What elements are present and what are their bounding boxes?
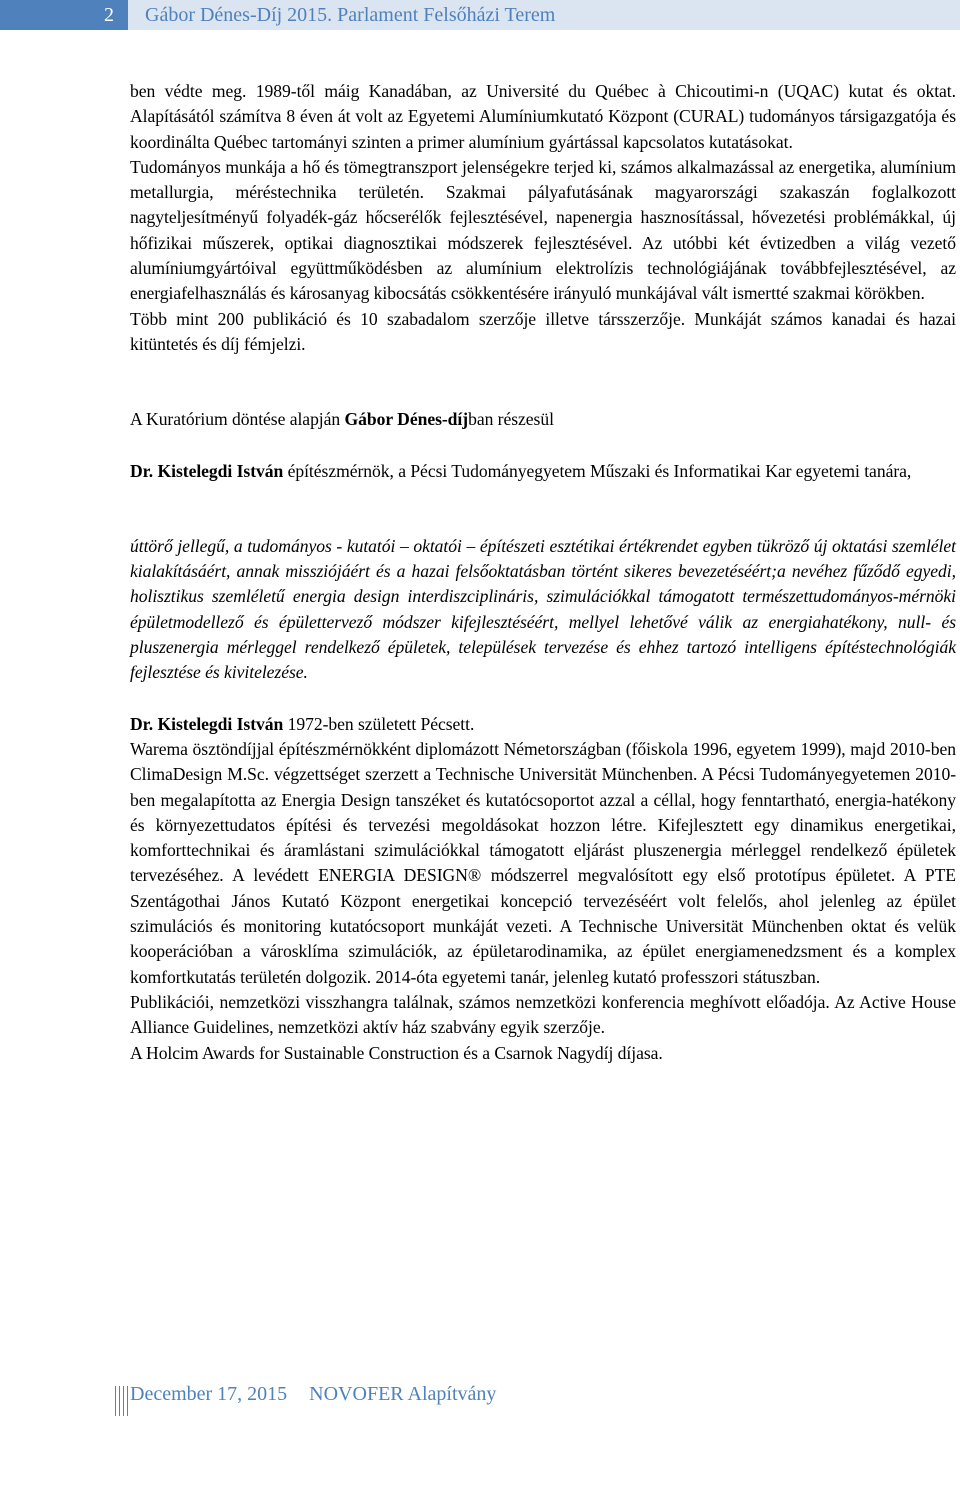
footer-rule (127, 1386, 128, 1416)
bio-paragraph-publications: Publikációi, nemzetközi visszhangra találnak, számos nemzetközi konferencia meghívott előadója. Az Active House Alliance Guidelines, nemzetközi aktív ház szabvány egyik szerzője. (130, 991, 956, 1038)
footer-text (130, 1382, 496, 1406)
awardee-name: Dr. Kistelegdi István (130, 460, 284, 481)
footer-rule (123, 1386, 124, 1416)
bio-born: 1972-ben született Pécsett. (283, 713, 475, 734)
footer-date: December 17, 2015 (130, 1383, 288, 1405)
page-footer (112, 1378, 712, 1414)
bio-name: Dr. Kistelegdi István (130, 713, 284, 734)
decision-suffix: ban részesül (468, 409, 554, 430)
paragraph-research: Tudományos munkája a hő és tömegtranszport jelenségekre terjed ki, számos alkalmazással az energetika, alumínium metallurgia, méréstechnika területén. Szakmai pályafutásának magyarországi szakaszán foglalkozott nagyteljesítményű folyadék-gáz hőcserélők fejlesztésével, napenergia hasznosítással, hővezetési problémákkal, új hőfizikai műszerek, optikai diagnosztikai módszerek fejlesztésével. Az utóbbi két évtizedben a világ vezető alumíniumgyártóival együttműködésben az alumínium elektrolízis technológiájának továbbfejlesztésével, az energiafelhasználás és károsanyag kibocsátás csökkentésére irányuló munkájával vált ismertté szakmai körökben. (130, 156, 956, 304)
footer-rule (119, 1386, 120, 1416)
paragraph-intro: ben védte meg. 1989-től máig Kanadában, az Université du Québec à Chicoutimi-n (UQAC) kutat és oktat. Alapításától számítva 8 éven át volt az Egyetemi Alumíniumkutató Központ (CURAL) tudományos társigazgatója és koordinálta Québec tartományi szinten a primer alumínium gyártással kapcsolatos kutatásokat. (130, 81, 956, 152)
paragraph-publications: Több mint 200 publikáció és 10 szabadalom szerzője illetve társszerzője. Munkáját számos kanadai és hazai kitüntetés és díj fémjelzi. (130, 308, 956, 354)
awardee-description: építészmérnök, a Pécsi Tudományegyetem Műszaki és Informatikai Kar egyetemi tanára, (283, 460, 912, 481)
bio-paragraph-awards: A Holcim Awards for Sustainable Construction és a Csarnok Nagydíj díjasa. (130, 1042, 663, 1063)
page-number: 2 (104, 4, 114, 26)
footer-rule (115, 1386, 116, 1416)
awardee-line (130, 459, 956, 484)
award-name: Gábor Dénes-díj (344, 409, 469, 430)
page-header (0, 0, 960, 30)
bio-heading (130, 712, 956, 737)
footer-organization: NOVOFER Alapítvány (309, 1383, 497, 1405)
decision-prefix: A Kuratórium döntése alapján (130, 409, 345, 430)
decision-line (130, 407, 956, 432)
document-body (130, 79, 956, 1066)
award-citation: úttörő jellegű, a tudományos - kutatói – oktatói – építészeti esztétikai értékrendet egyben tükröző új oktatási szemlélet kialakításáért, annak missziójáért és a hazai felsőoktatásban történt sikeres bevezetéséért;a nevéhez fűződő egyedi, holisztikus szemléletű energia design interdiszciplináris, szimulációkkal támogatott természettudományos-mérnöki épületmodellező és épülettervező módszer kifejlesztéséért, mellyel lehetővé válik az energiahatékony, null- és pluszenergia mérleggel rendelkező épületek, települések tervezése és ehhez tartozó intelligens építéstechnológiák fejlesztése és kivitelezése. (130, 535, 956, 683)
bio-paragraph-career: Warema ösztöndíjjal építészmérnökként diplomázott Németországban (főiskola 1996, egyetem 1999), majd 2010-ben ClimaDesign M.Sc. végzettséget szerzett a Technische Universität Münchenben. A Pécsi Tudományegyetemen 2010-ben megalapította az Energia Design tanszéket és kutatócsoportot azzal a céllal, hogy fenntartható, energia-hatékony és környezettudatos építési és tervezési megoldásokat hozzon létre. Kifejlesztett egy dinamikus energetikai, komforttechnikai és áramlástani szimulációkkal támogatott eljárást pluszenergia mérleggel rendelkező épületek tervezéséhez. A levédett ENERGIA DESIGN® módszerrel megvalósított egy első prototípus épületet. A PTE Szentágothai János Kutató Központ energetikai koncepció tervezéséért volt felelős, ahol jelenleg az épület szimulációs és monitoring kutatócsoport munkáját vezeti. A Technische Universität Münchenben oktat és velük kooperációban a városklíma szimulációk, az épületarodinamika, az épület energiamenedzsment és a komplex komfortkutatás területén dolgozik. 2014-óta egyetemi tanár, jelenleg kutató professzori státuszban. (130, 738, 956, 987)
header-title: Gábor Dénes-Díj 2015. Parlament Felsőházi Terem (145, 4, 556, 26)
